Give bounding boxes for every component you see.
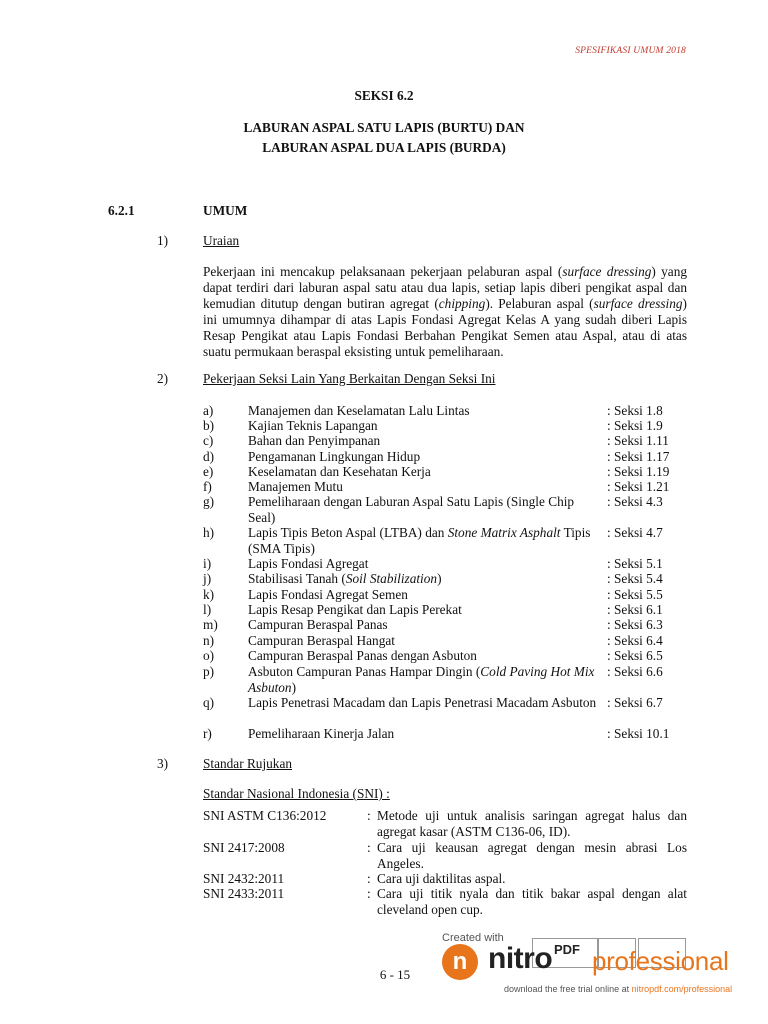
part3-heading: Standar Rujukan (203, 756, 293, 771)
item-letter: n) (203, 633, 215, 648)
item-section-ref: : Seksi 6.5 (607, 648, 663, 663)
item-section-ref: : Seksi 10.1 (607, 726, 670, 741)
italic-text: Soil Stabilization (345, 571, 438, 586)
text-run: Manajemen dan Keselamatan Lalu Lintas (248, 403, 470, 418)
item-section-ref: : Seksi 1.21 (607, 479, 670, 494)
item-letter: o) (203, 648, 215, 663)
item-text (248, 664, 603, 696)
text-run: Bahan dan Penyimpanan (248, 433, 381, 448)
item-section-ref: : Seksi 5.1 (607, 556, 663, 571)
section-title-line1: LABURAN ASPAL SATU LAPIS (BURTU) DAN (243, 120, 525, 135)
watermark-download: download the free trial online at nitropdf.com/professional (504, 984, 733, 994)
item-section-ref: : Seksi 6.6 (607, 664, 663, 679)
sni-description: Metode uji untuk analisis saringan agregat halus dan agregat kasar (ASTM C136-06, ID). (377, 808, 687, 839)
item-section-ref: : Seksi 4.3 (607, 494, 663, 509)
text-run: ). Pelaburan aspal ( (485, 296, 594, 311)
text-run: Stabilisasi Tanah ( (248, 571, 346, 586)
watermark-pdf: PDF (554, 942, 580, 957)
sni-code: SNI 2417:2008 (203, 840, 285, 855)
text-run: Pengamanan Lingkungan Hidup (248, 449, 421, 464)
item-text (248, 479, 603, 495)
item-section-ref: : Seksi 1.8 (607, 403, 663, 418)
italic-text: Stone Matrix Asphalt (447, 525, 561, 540)
item-letter: d) (203, 449, 215, 464)
item-letter: k) (203, 587, 215, 602)
italic-text: surface dressing (562, 264, 652, 279)
page-number: 6 - 15 (379, 967, 411, 982)
sni-description: Cara uji daktilitas aspal. (377, 871, 506, 886)
item-letter: r) (203, 726, 212, 741)
item-text (248, 587, 603, 603)
part3-number: 3) (157, 756, 169, 771)
item-letter: g) (203, 494, 215, 509)
watermark-brand: nitro (488, 942, 553, 975)
sni-code: SNI 2433:2011 (203, 886, 285, 901)
text-run: Tipis (SMA Tipis) (248, 525, 591, 556)
item-letter: e) (203, 464, 214, 479)
item-text (248, 403, 603, 419)
part1-paragraph (203, 264, 687, 360)
item-text (248, 726, 603, 742)
text-run: Lapis Fondasi Agregat Semen (248, 587, 408, 602)
italic-text: Cold Paving Hot Mix Asbuton (248, 664, 595, 695)
text-run: Lapis Tipis Beton Aspal (LTBA) dan (248, 525, 448, 540)
sni-description: Cara uji keausan agregat dengan mesin abrasi Los Angeles. (377, 840, 687, 871)
item-section-ref: : Seksi 6.1 (607, 602, 663, 617)
italic-text: chipping (438, 296, 486, 311)
item-section-ref: : Seksi 1.17 (607, 449, 670, 464)
nitro-watermark (432, 928, 768, 1024)
italic-text: surface dressing (593, 296, 683, 311)
item-letter: m) (203, 617, 218, 632)
sni-colon: : (367, 871, 371, 886)
item-letter: p) (203, 664, 215, 679)
text-run: Kajian Teknis Lapangan (248, 418, 378, 433)
text-run: ) (291, 680, 297, 695)
item-section-ref: : Seksi 6.7 (607, 695, 663, 710)
text-run: Pemeliharaan dengan Laburan Aspal Satu Lapis (Single Chip Seal) (248, 494, 575, 525)
item-section-ref: : Seksi 6.3 (607, 617, 663, 632)
text-run: Campuran Beraspal Panas dengan Asbuton (248, 648, 477, 663)
item-section-ref: : Seksi 1.19 (607, 464, 670, 479)
item-letter: a) (203, 403, 214, 418)
part2-heading: Pekerjaan Seksi Lain Yang Berkaitan Dengan Seksi Ini (203, 371, 496, 386)
item-letter: b) (203, 418, 215, 433)
item-letter: i) (203, 556, 212, 571)
item-letter: j) (203, 571, 212, 586)
item-text (248, 695, 603, 711)
text-run: Manajemen Mutu (248, 479, 343, 494)
item-section-ref: : Seksi 6.4 (607, 633, 663, 648)
watermark-created-with: Created with (442, 932, 504, 944)
section-title-line2: LABURAN ASPAL DUA LAPIS (BURDA) (262, 140, 506, 155)
section-title: SEKSI 6.2 (354, 88, 414, 103)
item-section-ref: : Seksi 1.9 (607, 418, 663, 433)
sni-code: SNI ASTM C136:2012 (203, 808, 327, 823)
text-run: Keselamatan dan Kesehatan Kerja (248, 464, 431, 479)
item-text (248, 464, 603, 480)
part1-number: 1) (157, 233, 169, 248)
text-run: Pekerjaan ini mencakup pelaksanaan pekerjaan pelaburan aspal ( (203, 264, 563, 279)
item-text (248, 617, 603, 633)
item-text (248, 556, 603, 572)
item-text (248, 449, 603, 465)
item-text (248, 633, 603, 649)
text-run: ) ini umumnya dihampar di atas Lapis Fondasi Agregat Kelas A yang sudah diberi Lapis Resap Pengikat atau Lapis Fondasi Berbahan Pengikat Semen atau Aspal, atau di atas suatu permukaan beraspal eksisting untuk pemeliharaan. (203, 296, 687, 359)
sni-code: SNI 2432:2011 (203, 871, 285, 886)
item-section-ref: : Seksi 5.5 (607, 587, 663, 602)
text-run: Pemeliharaan Kinerja Jalan (248, 726, 395, 741)
item-text (248, 418, 603, 434)
sni-subheading: Standar Nasional Indonesia (SNI) : (203, 786, 390, 801)
item-text (248, 602, 603, 618)
text-run: Lapis Resap Pengikat dan Lapis Perekat (248, 602, 462, 617)
item-letter: c) (203, 433, 214, 448)
running-header: SPESIFIKASI UMUM 2018 (575, 46, 686, 56)
sni-colon: : (367, 840, 371, 855)
text-run: ) (437, 571, 442, 586)
subsection-number: 6.2.1 (108, 203, 135, 218)
item-letter: l) (203, 602, 212, 617)
item-letter: q) (203, 695, 215, 710)
nitro-logo-icon: n (442, 944, 478, 980)
text-run: Campuran Beraspal Panas (248, 617, 388, 632)
part2-number: 2) (157, 371, 169, 386)
item-letter: f) (203, 479, 212, 494)
sni-colon: : (367, 808, 371, 823)
text-run: Campuran Beraspal Hangat (248, 633, 395, 648)
text-run: Asbuton Campuran Panas Hampar Dingin ( (248, 664, 481, 679)
item-section-ref: : Seksi 5.4 (607, 571, 663, 586)
subsection-title: UMUM (203, 203, 248, 218)
sni-colon: : (367, 886, 371, 901)
item-text (248, 494, 603, 526)
item-text (248, 648, 603, 664)
item-letter: h) (203, 525, 215, 540)
item-section-ref: : Seksi 1.11 (607, 433, 669, 448)
text-run: ) yang dapat terdiri dari laburan aspal satu atau dua lapis, setiap lapis diberi pengikat aspal dan kemudian ditutup dengan butiran agregat ( (203, 264, 687, 311)
item-text (248, 525, 603, 557)
watermark-edition: professional (592, 946, 729, 976)
text-run: Lapis Fondasi Agregat (248, 556, 369, 571)
item-section-ref: : Seksi 4.7 (607, 525, 663, 540)
sni-description: Cara uji titik nyala dan titik bakar aspal dengan alat cleveland open cup. (377, 886, 687, 917)
text-run: Lapis Penetrasi Macadam dan Lapis Penetrasi Macadam Asbuton (248, 695, 597, 710)
item-text (248, 433, 603, 449)
part1-heading: Uraian (203, 233, 240, 248)
item-text (248, 571, 603, 587)
